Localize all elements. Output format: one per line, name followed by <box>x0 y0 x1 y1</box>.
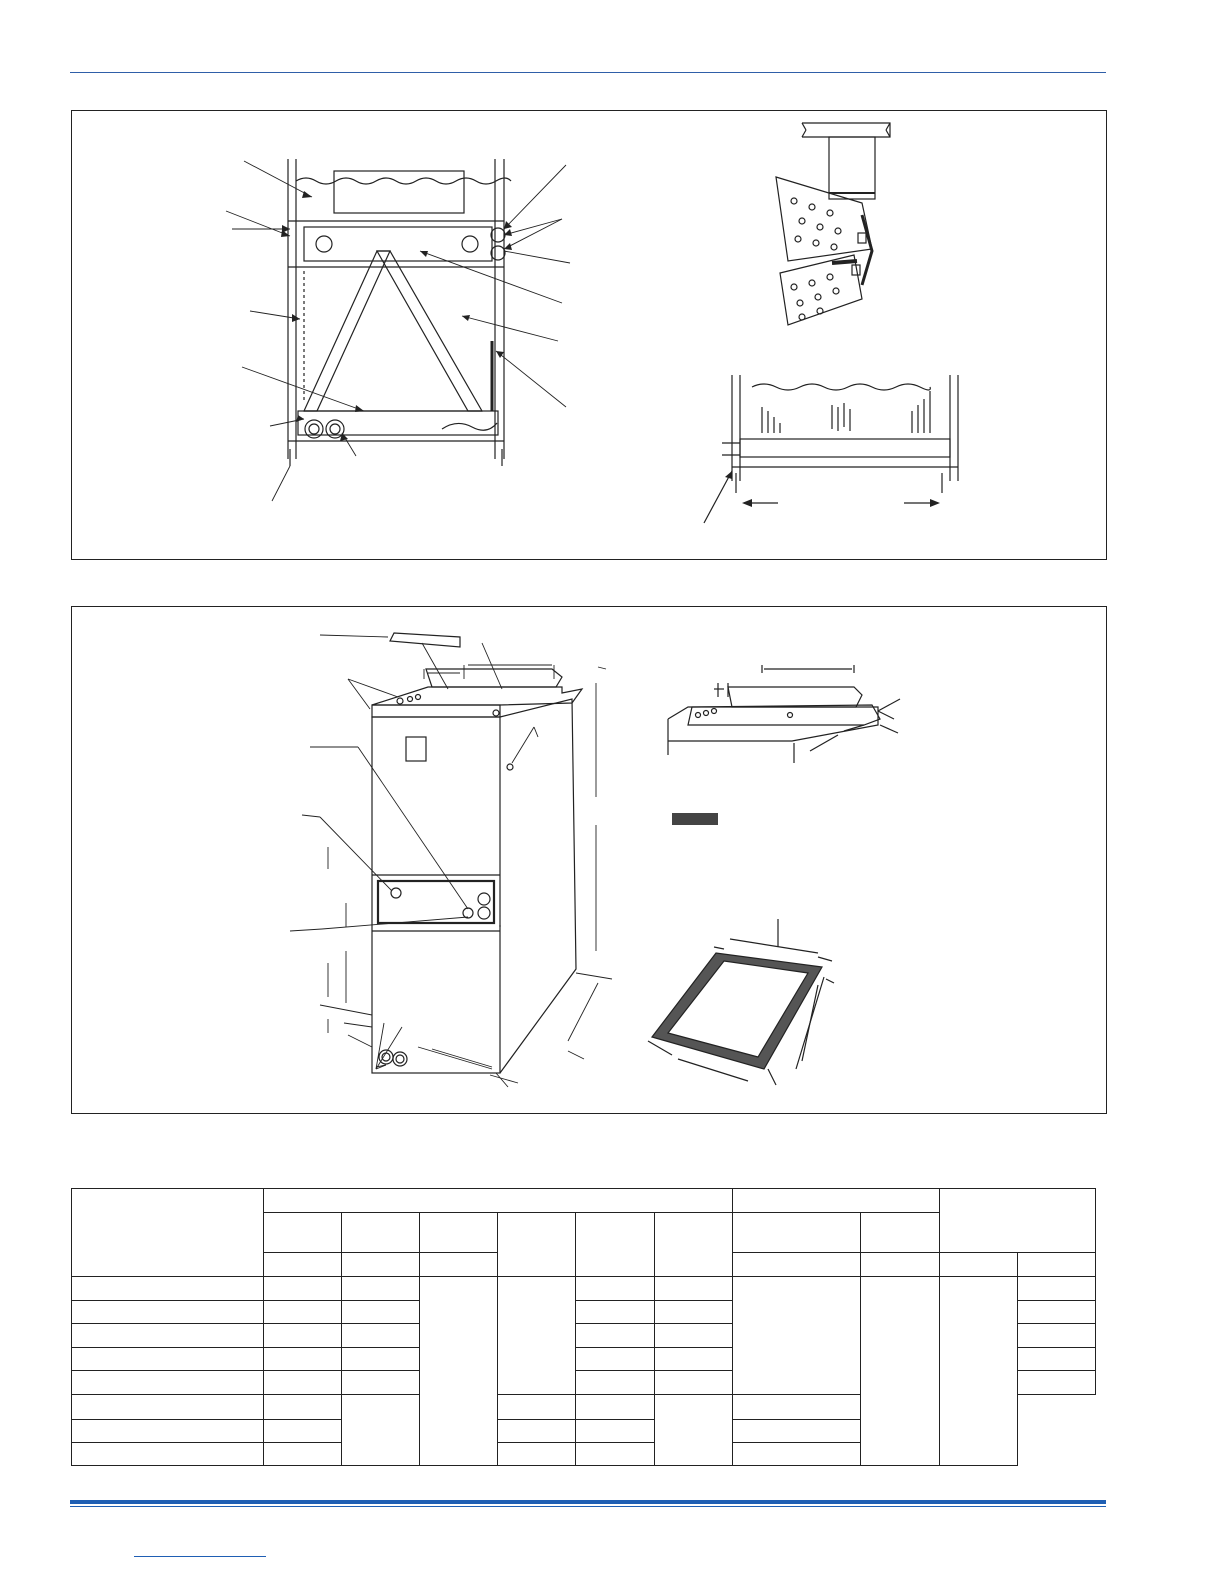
table-cell <box>576 1323 654 1347</box>
table-cell <box>263 1276 341 1300</box>
table-cell <box>654 1348 732 1371</box>
air-handler-cabinet <box>372 633 582 1073</box>
table-cell <box>732 1442 860 1465</box>
footer-link-underline[interactable] <box>134 1556 266 1557</box>
table-cell <box>732 1276 860 1395</box>
table-cell <box>419 1276 497 1465</box>
table-cell <box>341 1300 419 1323</box>
table-header-row-1 <box>72 1189 1096 1213</box>
table-header-cell <box>419 1253 497 1276</box>
table-cell <box>654 1371 732 1395</box>
table-cell <box>732 1395 860 1419</box>
table-cell <box>263 1300 341 1323</box>
table-header-model <box>72 1189 264 1277</box>
unit-dimensions-table <box>71 1188 1096 1466</box>
table-cell <box>341 1323 419 1347</box>
table-cell <box>1017 1323 1095 1347</box>
leader-lines-left <box>226 161 570 501</box>
table-cell <box>72 1419 264 1442</box>
table-header-filter <box>939 1189 1096 1253</box>
table-header-connections <box>732 1189 939 1213</box>
table-cell <box>1017 1371 1095 1395</box>
table-cell <box>498 1442 576 1465</box>
table-cell <box>576 1419 654 1442</box>
top-flange-detail <box>668 665 900 763</box>
table-header-cell <box>654 1213 732 1276</box>
table-cell <box>654 1300 732 1323</box>
table-cell <box>72 1442 264 1465</box>
table-cell <box>72 1323 264 1347</box>
table-header-cell <box>498 1213 576 1276</box>
cabinet-side-view <box>288 159 511 466</box>
table-cell <box>72 1395 264 1419</box>
table-cell <box>341 1371 419 1395</box>
coil-baffle-detail <box>776 123 890 325</box>
table-cell <box>654 1323 732 1347</box>
table-header-cell <box>341 1253 419 1276</box>
table-cell <box>576 1395 654 1419</box>
table-cell <box>576 1371 654 1395</box>
table-cell <box>498 1419 576 1442</box>
table-cell <box>1017 1300 1095 1323</box>
table-header-cell <box>1017 1253 1095 1276</box>
table-cell <box>72 1371 264 1395</box>
sealant-swatch <box>672 813 718 825</box>
air-handler-dimension-drawing <box>72 607 1106 1113</box>
figure-coil-installation <box>71 110 1107 560</box>
table-cell <box>861 1276 939 1465</box>
table-header-cell <box>576 1213 654 1276</box>
table-cell <box>576 1276 654 1300</box>
table-cell <box>263 1371 341 1395</box>
table-cell <box>939 1276 1017 1465</box>
coil-installation-drawing <box>72 111 1106 559</box>
table-header-cell <box>861 1213 939 1253</box>
table-cell <box>576 1300 654 1323</box>
table-cell <box>1017 1276 1095 1300</box>
table-cell <box>498 1276 576 1395</box>
footer-rule <box>70 1500 1106 1504</box>
figure-unit-dimensions <box>71 606 1107 1114</box>
table-cell <box>576 1348 654 1371</box>
header-rule <box>70 72 1106 73</box>
table-cell <box>654 1276 732 1300</box>
table-cell <box>341 1348 419 1371</box>
table-cell <box>732 1419 860 1442</box>
table-cell <box>72 1348 264 1371</box>
table-cell <box>1017 1348 1095 1371</box>
table-cell <box>263 1442 341 1465</box>
table-cell <box>341 1395 419 1466</box>
table-header-cell <box>732 1213 860 1253</box>
table-header-cell <box>732 1253 860 1276</box>
table-cell <box>341 1276 419 1300</box>
table-header-cell <box>939 1253 1017 1276</box>
table-cell <box>263 1323 341 1347</box>
table-cell <box>576 1442 654 1465</box>
table-header-cell <box>263 1213 341 1253</box>
table-cell <box>263 1419 341 1442</box>
table-cell <box>263 1395 341 1419</box>
table-header-cell <box>263 1253 341 1276</box>
table-row <box>72 1276 1096 1300</box>
table-header-cell <box>861 1253 939 1276</box>
filter-rack-detail <box>648 919 834 1085</box>
footer-rule-thin <box>70 1506 1106 1507</box>
table-cell <box>263 1348 341 1371</box>
table-cell <box>72 1300 264 1323</box>
table-header-dimensions <box>263 1189 732 1213</box>
table-cell <box>498 1395 576 1419</box>
table-header-cell <box>341 1213 419 1253</box>
table-header-cell <box>419 1213 497 1253</box>
table-cell <box>654 1395 732 1466</box>
drain-pan-detail <box>704 375 958 523</box>
table-cell <box>72 1276 264 1300</box>
